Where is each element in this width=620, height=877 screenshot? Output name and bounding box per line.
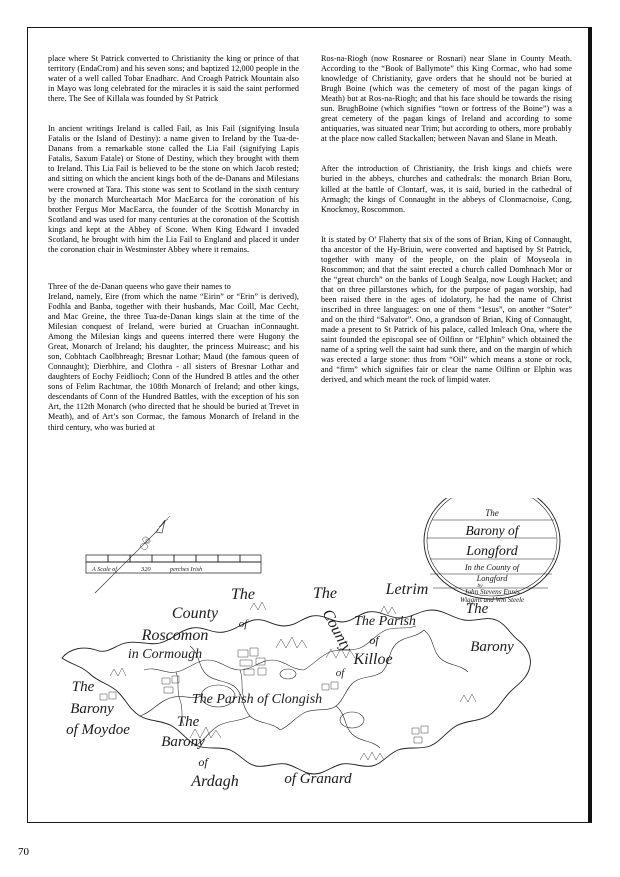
right-text-column: [321, 54, 572, 444]
page-frame-bottom: [27, 822, 592, 823]
label-line: of: [369, 633, 379, 647]
cartouche-line-7: John Stevens Ennis: [464, 588, 520, 596]
left-text-column: [48, 54, 299, 444]
page-frame-right: [588, 27, 592, 823]
label-line: Barony: [70, 701, 114, 717]
label-line: County: [171, 605, 219, 622]
label-line: Letrim: [385, 581, 429, 598]
map-label-parish-killoe: [352, 614, 415, 668]
cartouche-line-6: by: [477, 583, 483, 589]
scale-value-label: 320: [141, 566, 151, 573]
label-line: The: [465, 601, 489, 617]
label-line: of: [335, 667, 345, 679]
cartouche-line-4: In the County of: [464, 563, 520, 572]
cartouche-line-2: Barony of: [465, 523, 519, 538]
paragraph: After the introduction of Christianity, the Irish kings and chiefs were buried in the abbeys, churches and cathedrals: the monarch Brian Boru, killed at the battle of Clontarf, was, it is said, buried in the cathedral of Armagh; the kings of Connaught in the abbeys of Clonmacnoise, Cong, Knockmoy, Roscommon.: [321, 164, 572, 214]
cartouche-line-5: Longford: [476, 574, 508, 583]
map-label-parish-clongish: [192, 692, 322, 707]
paragraph: Three of the de-Danan queens who gave their names to: [48, 281, 231, 291]
map-label-granard: [284, 771, 352, 787]
map-label-barony-moydoe: [66, 679, 130, 738]
map-scale-bar: [86, 555, 261, 573]
paragraph-gap: [321, 226, 572, 235]
label-line: of Granard: [284, 771, 352, 787]
label-line: Roscomon: [141, 627, 209, 644]
scale-prefix-label: A Scale of: [92, 566, 117, 573]
label-line: of: [198, 755, 208, 769]
label-line: The: [231, 586, 255, 603]
map-label-letrim: [385, 581, 429, 598]
map-label-barony-ardagh: [161, 714, 239, 790]
paragraph: It is stated by O’ Flaherty that six of the sons of Brian, King of Connaught, tha ancestor of the Hy-Briuin, were converted and baptised by St Patrick, together with many of the people, on the plain of Moyseola in Roscommon; and that the saint erected a church called Domhnach Mor or the “great church” on the banks of Lough Sealga, now Lough Hacket; and that on three pillarstones which, for the purpose of pagan worship, had been raised there in the ages of idolatory, he had the name of Christ inscribed in three languages: on one of them “Iesus”, on another “Soter” and on the third “Salvator”. Ono, a grandson of Brian, King of Connaught, made a present to St Patrick of his palace, called Imleach Ona, where the saint founded the episcopal see of Oilfinn or “Elphin” which obtained the name of a spring well the saint had sunk there, and on the margin of which was erected a large stone: thus from “Oil” which means a stone or rock, and “firm” which signifies fair or clear the name Oilfinn or Elphin was derived, and which meant the rock of limpid water.: [321, 234, 572, 385]
map-cartouche: [424, 498, 560, 604]
paragraph-gap: [321, 155, 572, 164]
paragraph: Ros-na-Riogh (now Rosnaree or Rosnari) near Slane in County Meath. According to the “Book of Ballymote” this King Cormac, who had some knowledge of Christianity, gave orders that he should not be buried at Brugh Boine (which was the cemetery of most of the pagan kings of Meath) but at Ros-na-Riogh; and that his face should be towards the rising sun. BrughBoine (which signifies “town or fortress of the Boine”) was a great cemetery of the pagan kings of Ireland and according to some antiquaries, was situated near Trim; but according to others, more probably at the place now called Stackallen; between Navan and Slane in Meath.: [321, 54, 572, 144]
paragraph: place where St Patrick converted to Christianity the king or prince of that territory (EndaCrom) and his seven sons; and baptized 12,000 people in the water of a well called Tobar Enadharc. And Croagh Patrick Mountain also in Mayo was long celebrated for the miracles it is said the saint performed there. The See of Killala was founded by St Patrick: [48, 54, 299, 104]
paragraph: In ancient writings Ireland is called Fail, as Inis Fail (signifying Insula Fatalis or the Island of Destiny): a name given to Ireland by the Tua-de-Danans from a remarkable stone called the Lia Fail (signifying Lapis Fatalis, Saxum Fatale) or Stone of Destiny, which they brought with them to Ireland. This Lia Fail is believed to be the stone on which Jacob rested; and sitting on which the ancient kings both of the de-Danans and Milesians were crowned at Tara. This stone was sent to Scotland in the sixth century by the monarch Murcheartach Mor MacEarca for the coronation of his brother Fergus Mor MacEarca, the founder of the Scottish Monarchy in Scotland and was used for many centuries at the coronation of the Scottish kings and kept at the Abbey of Scone. When King Edward I invaded Scotland, he brought with him the Lia Fail to England and placed it under the coronation chair in Westminster Abbey where it remains.: [48, 124, 299, 254]
label-line: The Parish: [354, 614, 416, 629]
cartouche-line-8: Wiggins and Wm Steele: [460, 597, 524, 604]
body-columns: [48, 54, 572, 444]
map-label-the-county-of: [313, 585, 356, 679]
page-number: 70: [18, 846, 29, 858]
cartouche-line-1: The: [485, 508, 499, 518]
scale-unit-label: perches Irish: [170, 566, 203, 573]
paragraph-gap: [48, 115, 299, 124]
label-line: Barony: [470, 639, 514, 655]
north-arrow-icon: [95, 516, 170, 593]
label-line: of: [238, 618, 248, 630]
page-frame-top: [27, 27, 592, 28]
label-line: Ardagh: [191, 773, 239, 790]
label-line: The: [313, 585, 337, 602]
label-line: County: [318, 606, 356, 656]
paragraph: Ireland, namely, Eire (from which the name “Eirin” or “Erin” is derived), Fodhla and Banba, together with their husbands, Mac Coill, Mac Cecht, and Mac Greine, the three Tua-de-Danan kings slain at the time of the Milesian conquest of Ireland, were buried at Cruachan inConnaught. Among the Milesian kings and queens interred there were Hugony the Great, Monarch of Ireland; his daughter, the princess Muireasc; and his son, Cobhtach Caolbhreagh; Bresnar Lothar; Maud (the famous queen of Connaught); Dierbhire, and Clothra - all sisters of Bresnar Lothar and daughters of Eochy Feidlioch; Conn of the Hundred B attles and the other sons of Felim Rachtmar, the 108th Monarch of Ireland; and other kings, descendants of Conn of the Hundred Battles, with the exception of his son Art, the 112th Monarch (who directed that he should be buried at Trevet in Meath), and of Art’s son Cormac, the famous Monarch of Ireland in the third century, who was buried at: [48, 291, 299, 432]
label-line: of Moydoe: [66, 722, 130, 738]
label-line: The Parish of Clongish: [191, 692, 323, 707]
cartouche-line-3: Longford: [466, 544, 518, 559]
page-frame-left: [27, 27, 28, 822]
paragraph-gap: [48, 266, 299, 282]
label-line: in Cormough: [127, 647, 203, 662]
label-line: The: [71, 679, 95, 695]
label-line: Killoe: [353, 651, 393, 668]
label-line: Barony: [161, 734, 205, 750]
label-line: The: [176, 714, 200, 730]
antique-map-figure: [40, 498, 580, 798]
map-label-county-roscomon: [128, 586, 255, 662]
